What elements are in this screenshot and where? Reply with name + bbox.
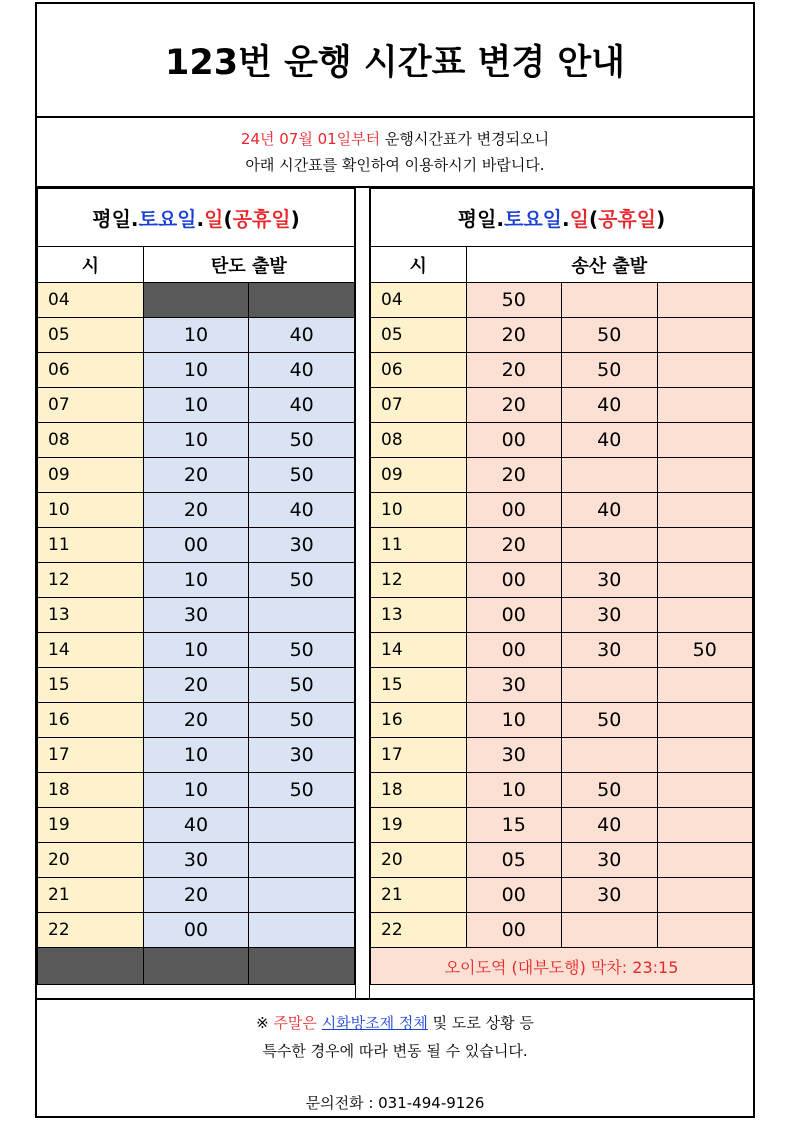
departure-time-cell — [562, 528, 658, 563]
departure-time-cell: 10 — [143, 353, 249, 388]
departure-time-cell — [657, 808, 753, 843]
departure-time-cell: 30 — [562, 843, 658, 878]
table-row — [371, 703, 753, 738]
hour-cell: 20 — [38, 843, 144, 878]
hour-cell: 18 — [371, 773, 467, 808]
table-row — [371, 493, 753, 528]
table-row — [38, 458, 355, 493]
departure-time-cell — [657, 668, 753, 703]
departure-time-cell — [657, 843, 753, 878]
departure-time-cell: 50 — [249, 633, 355, 668]
hour-cell: 07 — [371, 388, 467, 423]
departure-column-header: 탄도 출발 — [143, 247, 354, 283]
hour-column-header: 시 — [38, 247, 144, 283]
departure-time-cell: 30 — [562, 878, 658, 913]
hour-cell: 11 — [371, 528, 467, 563]
departure-time-cell — [657, 318, 753, 353]
footer-dark-cell — [249, 948, 355, 985]
table-row — [371, 283, 753, 318]
departure-time-cell: 10 — [466, 703, 562, 738]
table-row — [38, 843, 355, 878]
departure-time-cell: 50 — [562, 318, 658, 353]
table-row — [371, 773, 753, 808]
table-row — [371, 808, 753, 843]
departure-time-cell: 20 — [143, 878, 249, 913]
table-row — [371, 528, 753, 563]
hour-cell: 19 — [371, 808, 467, 843]
departure-time-cell: 30 — [562, 563, 658, 598]
hour-cell: 08 — [371, 423, 467, 458]
departure-time-cell: 30 — [143, 598, 249, 633]
table-row — [38, 528, 355, 563]
departure-time-cell: 20 — [466, 388, 562, 423]
departure-time-cell: 00 — [466, 493, 562, 528]
departure-time-cell: 50 — [466, 283, 562, 318]
day-type-header: 평일.토요일.일(공휴일) — [38, 189, 355, 247]
hour-cell: 15 — [371, 668, 467, 703]
table-row — [371, 563, 753, 598]
hour-cell: 14 — [38, 633, 144, 668]
hour-cell: 04 — [38, 283, 144, 318]
footer-line-2: 특수한 경우에 따라 변동 될 수 있습니다. — [262, 1042, 528, 1060]
departure-time-cell — [249, 283, 355, 318]
hour-cell: 21 — [38, 878, 144, 913]
departure-time-cell: 40 — [562, 808, 658, 843]
departure-time-cell: 50 — [657, 633, 753, 668]
footer-notice — [37, 998, 753, 1116]
table-row — [371, 353, 753, 388]
notice-line-2: 아래 시간표를 확인하여 이용하시기 바랍니다. — [245, 156, 545, 174]
table-row — [371, 843, 753, 878]
departure-time-cell — [657, 563, 753, 598]
departure-time-cell: 40 — [249, 493, 355, 528]
departure-time-cell: 20 — [143, 668, 249, 703]
departure-time-cell: 50 — [249, 773, 355, 808]
footer-line-1: ※ 주말은 시화방조제 정체 및 도로 상황 등 — [256, 1014, 534, 1032]
footer-dark-cell — [38, 948, 144, 985]
table-row — [371, 738, 753, 773]
departure-time-cell: 50 — [562, 773, 658, 808]
hour-cell: 12 — [371, 563, 467, 598]
table-row — [38, 563, 355, 598]
departure-time-cell: 00 — [466, 598, 562, 633]
hour-cell: 13 — [371, 598, 467, 633]
departure-time-cell: 05 — [466, 843, 562, 878]
departure-time-cell — [657, 738, 753, 773]
departure-time-cell — [657, 773, 753, 808]
departure-time-cell: 30 — [249, 528, 355, 563]
table-row — [371, 598, 753, 633]
departure-time-cell: 30 — [143, 843, 249, 878]
departure-time-cell: 15 — [466, 808, 562, 843]
departure-time-cell — [249, 598, 355, 633]
table-row — [371, 318, 753, 353]
departure-time-cell: 00 — [143, 913, 249, 948]
table-row — [38, 808, 355, 843]
hour-cell: 20 — [371, 843, 467, 878]
page-title: 123번 운행 시간표 변경 안내 — [37, 4, 753, 118]
departure-time-cell: 00 — [466, 913, 562, 948]
hour-cell: 19 — [38, 808, 144, 843]
day-type-header: 평일.토요일.일(공휴일) — [371, 189, 753, 247]
footer-dark-cell — [143, 948, 249, 985]
departure-time-cell: 00 — [143, 528, 249, 563]
departure-time-cell: 00 — [466, 878, 562, 913]
table-row — [38, 283, 355, 318]
departure-time-cell: 30 — [466, 668, 562, 703]
departure-time-cell — [249, 878, 355, 913]
departure-time-cell: 10 — [143, 738, 249, 773]
departure-time-cell: 30 — [562, 598, 658, 633]
departure-time-cell — [562, 283, 658, 318]
hour-cell: 14 — [371, 633, 467, 668]
table-row — [38, 493, 355, 528]
departure-time-cell — [657, 283, 753, 318]
departure-time-cell: 20 — [143, 493, 249, 528]
weekend-label: 주말은 — [273, 1014, 317, 1032]
departure-time-cell: 20 — [143, 458, 249, 493]
departure-time-cell — [657, 878, 753, 913]
table-row — [371, 458, 753, 493]
table-row — [371, 633, 753, 668]
departure-time-cell: 50 — [249, 458, 355, 493]
departure-time-cell — [657, 598, 753, 633]
hour-cell: 16 — [38, 703, 144, 738]
departure-time-cell — [562, 913, 658, 948]
hour-cell: 15 — [38, 668, 144, 703]
table-row — [38, 388, 355, 423]
departure-time-cell — [249, 808, 355, 843]
departure-time-cell: 40 — [143, 808, 249, 843]
table-row — [371, 388, 753, 423]
hour-cell: 06 — [371, 353, 467, 388]
table-row — [38, 738, 355, 773]
departure-time-cell: 50 — [249, 668, 355, 703]
last-bus-note: 오이도역 (대부도행) 막차: 23:15 — [371, 948, 753, 985]
departure-time-cell: 40 — [249, 353, 355, 388]
departure-time-cell: 50 — [562, 703, 658, 738]
hour-cell: 16 — [371, 703, 467, 738]
hour-cell: 17 — [371, 738, 467, 773]
departure-time-cell: 50 — [249, 563, 355, 598]
departure-time-cell: 40 — [562, 388, 658, 423]
songsan-timetable — [370, 188, 753, 985]
departure-time-cell: 50 — [562, 353, 658, 388]
departure-time-cell: 10 — [143, 563, 249, 598]
hour-cell: 09 — [38, 458, 144, 493]
hour-cell: 07 — [38, 388, 144, 423]
departure-column-header: 송산 출발 — [466, 247, 753, 283]
departure-time-cell: 00 — [466, 423, 562, 458]
departure-time-cell — [657, 493, 753, 528]
departure-time-cell — [562, 668, 658, 703]
hour-cell: 17 — [38, 738, 144, 773]
departure-time-cell: 10 — [143, 318, 249, 353]
hour-cell: 21 — [371, 878, 467, 913]
departure-time-cell — [657, 458, 753, 493]
hour-cell: 05 — [38, 318, 144, 353]
table-row — [38, 633, 355, 668]
departure-time-cell — [562, 458, 658, 493]
hour-cell: 08 — [38, 423, 144, 458]
departure-time-cell: 00 — [466, 563, 562, 598]
congestion-label: 시화방조제 정체 — [321, 1014, 428, 1032]
departure-time-cell: 10 — [143, 423, 249, 458]
table-row — [371, 668, 753, 703]
table-row — [371, 913, 753, 948]
table-row — [371, 423, 753, 458]
departure-time-cell — [657, 703, 753, 738]
table-row — [38, 423, 355, 458]
departure-time-cell: 10 — [143, 633, 249, 668]
departure-time-cell: 20 — [466, 353, 562, 388]
departure-time-cell: 10 — [143, 773, 249, 808]
hour-cell: 10 — [371, 493, 467, 528]
contact-phone: 문의전화 : 031-494-9126 — [305, 1094, 485, 1112]
departure-time-cell — [657, 913, 753, 948]
table-separator — [355, 188, 370, 998]
table-row — [38, 353, 355, 388]
departure-time-cell: 20 — [143, 703, 249, 738]
departure-time-cell: 00 — [466, 633, 562, 668]
departure-time-cell: 20 — [466, 318, 562, 353]
hour-cell: 12 — [38, 563, 144, 598]
departure-time-cell: 40 — [249, 388, 355, 423]
departure-time-cell: 30 — [249, 738, 355, 773]
table-row — [38, 878, 355, 913]
departure-time-cell — [657, 388, 753, 423]
notice-date: 24년 07월 01일부터 — [240, 130, 381, 148]
hour-cell: 13 — [38, 598, 144, 633]
departure-time-cell: 40 — [562, 493, 658, 528]
notice-line-1 — [241, 126, 549, 152]
notice-box — [37, 118, 753, 188]
departure-time-cell — [657, 423, 753, 458]
departure-time-cell — [657, 353, 753, 388]
hour-cell: 06 — [38, 353, 144, 388]
notice-line-1-rest: 운행시간표가 변경되오니 — [380, 130, 550, 148]
hour-column-header: 시 — [371, 247, 467, 283]
departure-time-cell — [562, 738, 658, 773]
departure-time-cell — [657, 528, 753, 563]
departure-time-cell: 40 — [249, 318, 355, 353]
departure-time-cell: 40 — [562, 423, 658, 458]
departure-time-cell: 10 — [143, 388, 249, 423]
hour-cell: 11 — [38, 528, 144, 563]
table-row — [38, 598, 355, 633]
departure-time-cell: 20 — [466, 528, 562, 563]
table-row — [38, 913, 355, 948]
departure-time-cell: 50 — [249, 423, 355, 458]
departure-time-cell: 10 — [466, 773, 562, 808]
tando-timetable — [37, 188, 355, 985]
departure-time-cell — [143, 283, 249, 318]
table-row — [38, 773, 355, 808]
table-row — [38, 318, 355, 353]
hour-cell: 05 — [371, 318, 467, 353]
departure-time-cell: 30 — [466, 738, 562, 773]
table-row — [38, 703, 355, 738]
hour-cell: 04 — [371, 283, 467, 318]
table-row — [371, 878, 753, 913]
departure-time-cell: 30 — [562, 633, 658, 668]
departure-time-cell — [249, 913, 355, 948]
hour-cell: 18 — [38, 773, 144, 808]
hour-cell: 22 — [38, 913, 144, 948]
departure-time-cell: 20 — [466, 458, 562, 493]
timetable-frame — [35, 2, 755, 1118]
departure-time-cell — [249, 843, 355, 878]
hour-cell: 22 — [371, 913, 467, 948]
hour-cell: 10 — [38, 493, 144, 528]
hour-cell: 09 — [371, 458, 467, 493]
table-row — [38, 668, 355, 703]
departure-time-cell: 50 — [249, 703, 355, 738]
